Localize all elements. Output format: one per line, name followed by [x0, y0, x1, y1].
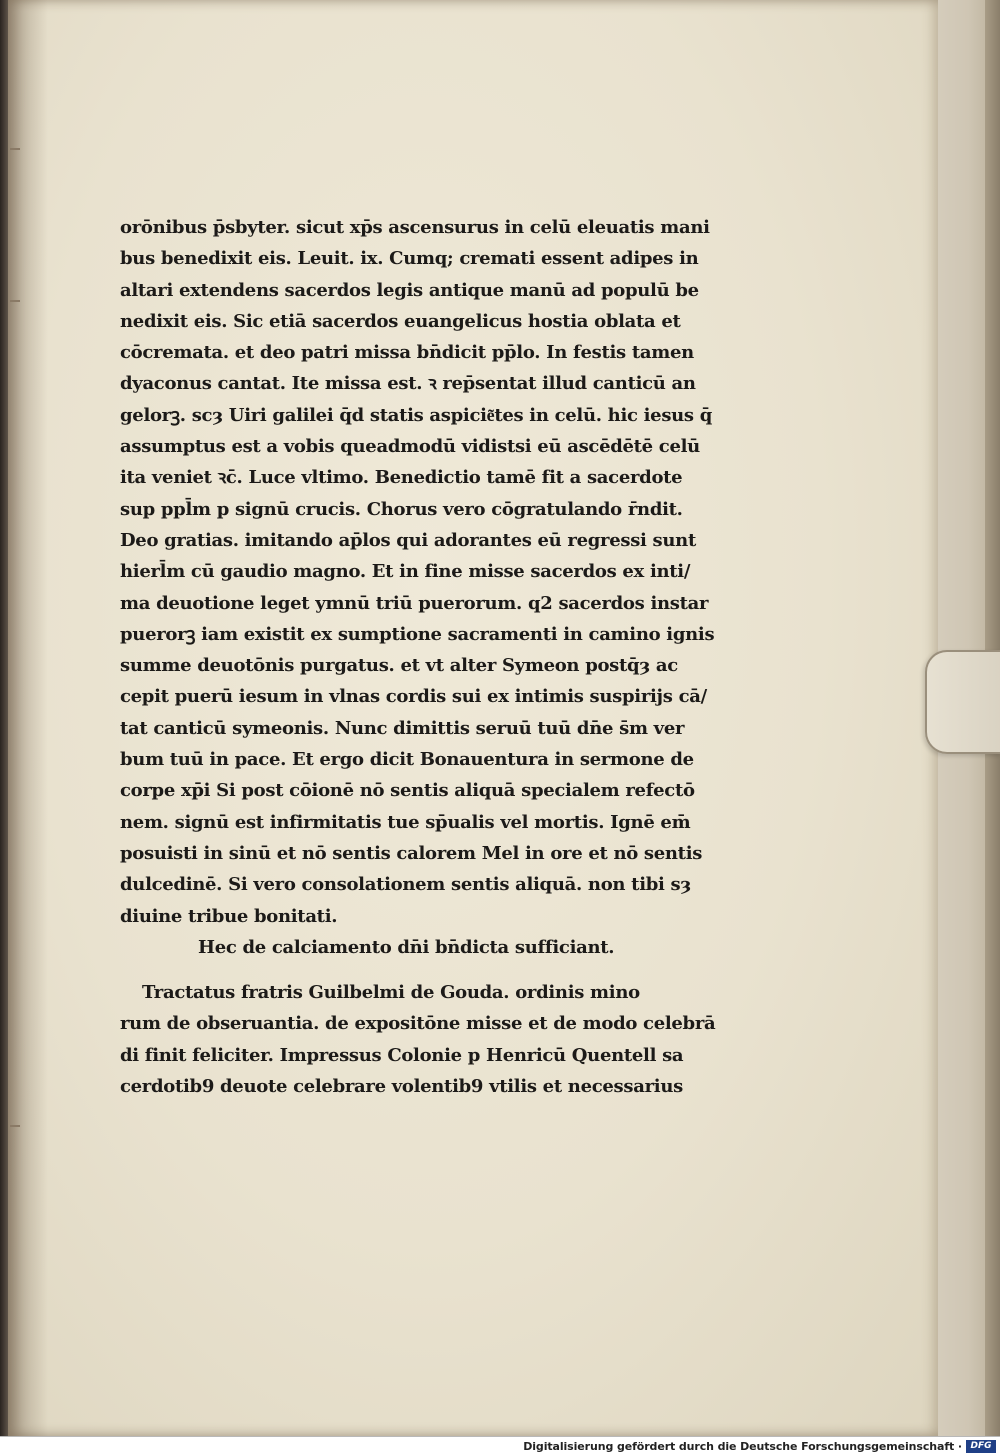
text-line: corpe xp̄i Si post cōionē nō sentis aliquā specialem refectō [120, 780, 695, 802]
text-line: nedixit eis. Sic etiā sacerdos euangelicus hostia oblata et [120, 310, 681, 332]
colophon-line: cerdotib9 deuote celebrare volentib9 vtilis et necessarius [120, 1076, 683, 1098]
text-line: Deo gratias. imitando ap̄los qui adorantes eū regressi sunt [120, 529, 696, 551]
footer-bar [0, 1436, 1000, 1456]
text-line: assumptus est a vobis queadmodū vidistsi eū ascēdētē celū [120, 436, 700, 458]
closing-line: Hec de calciamento dn̄i bn̄dicta sufficiant. [198, 936, 615, 958]
text-line: summe deuotōnis purgatus. et vt alter Symeon postq̄ȝ ac [120, 655, 678, 677]
text-line: diuine tribue bonitati. [120, 905, 338, 927]
text-line: bum tuū in pace. Et ergo dicit Bonauentura in sermone de [120, 749, 694, 771]
text-line: sup ppl̄m p signū crucis. Chorus vero cōgratulando r̄ndit. [120, 498, 683, 520]
text-line: puerorꝫ iam existit ex sumptione sacramenti in camino ignis [120, 623, 715, 645]
bookmark-tab [925, 650, 1000, 754]
text-line: hierl̄m cū gaudio magno. Et in fine misse sacerdos ex inti/ [120, 561, 691, 583]
text-line: posuisti in sinū et nō sentis calorem Mel in ore et nō sentis [120, 842, 703, 864]
text-line: altari extendens sacerdos legis antique manū ad populū be [120, 279, 699, 301]
text-line: nem. signū est infirmitatis tue sp̄ualis vel mortis. Ignē em̄ [120, 811, 691, 833]
text-line: dyaconus cantat. Ite missa est. ꝛ rep̄sentat illud canticū an [120, 373, 696, 395]
dfg-logo: DFG [966, 1440, 996, 1453]
binding-shadow [8, 0, 48, 1436]
colophon-line: di finit feliciter. Impressus Colonie p Henricū Quentell sa [120, 1044, 684, 1066]
margin-mark [10, 300, 20, 302]
text-line: orōnibus p̄sbyter. sicut xp̄s ascensurus in celū eleuatis mani [120, 217, 710, 238]
text-line: bus benedixit eis. Leuit. ix. Cumq; cremati essent adipes in [120, 248, 699, 270]
margin-mark [10, 1125, 20, 1127]
colophon-line: rum de obseruantia. de expositōne misse et de modo celebrā [120, 1013, 716, 1035]
text-line: ita veniet ꝛc̄. Luce vltimo. Benedictio tamē fit a sacerdote [120, 467, 683, 489]
text-line: cōcremata. et deo patri missa bn̄dicit pp̄lo. In festis tamen [120, 342, 694, 364]
text-line: ma deuotione leget ymnū triū puerorum. q2 sacerdos instar [120, 592, 709, 614]
page-text [120, 212, 780, 1102]
text-line: dulcedinē. Si vero consolationem sentis aliquā. non tibi sȝ [120, 874, 691, 896]
text-line: tat canticū symeonis. Nunc dimittis seruū tuū dn̄e s̄m ver [120, 717, 685, 739]
text-line: gelorꝫ. scȝ Uiri galilei q̄d statis aspicie͂tes in celū. hic iesus q̄ [120, 404, 713, 426]
text-line: cepit puerū iesum in vlnas cordis sui ex intimis suspirijs cā/ [120, 686, 707, 708]
margin-mark [10, 148, 20, 150]
funding-notice: Digitalisierung gefördert durch die Deutsche Forschungsgemeinschaft · [523, 1440, 962, 1453]
colophon-line: Tractatus fratris Guilbelmi de Gouda. ordinis mino [142, 982, 640, 1004]
